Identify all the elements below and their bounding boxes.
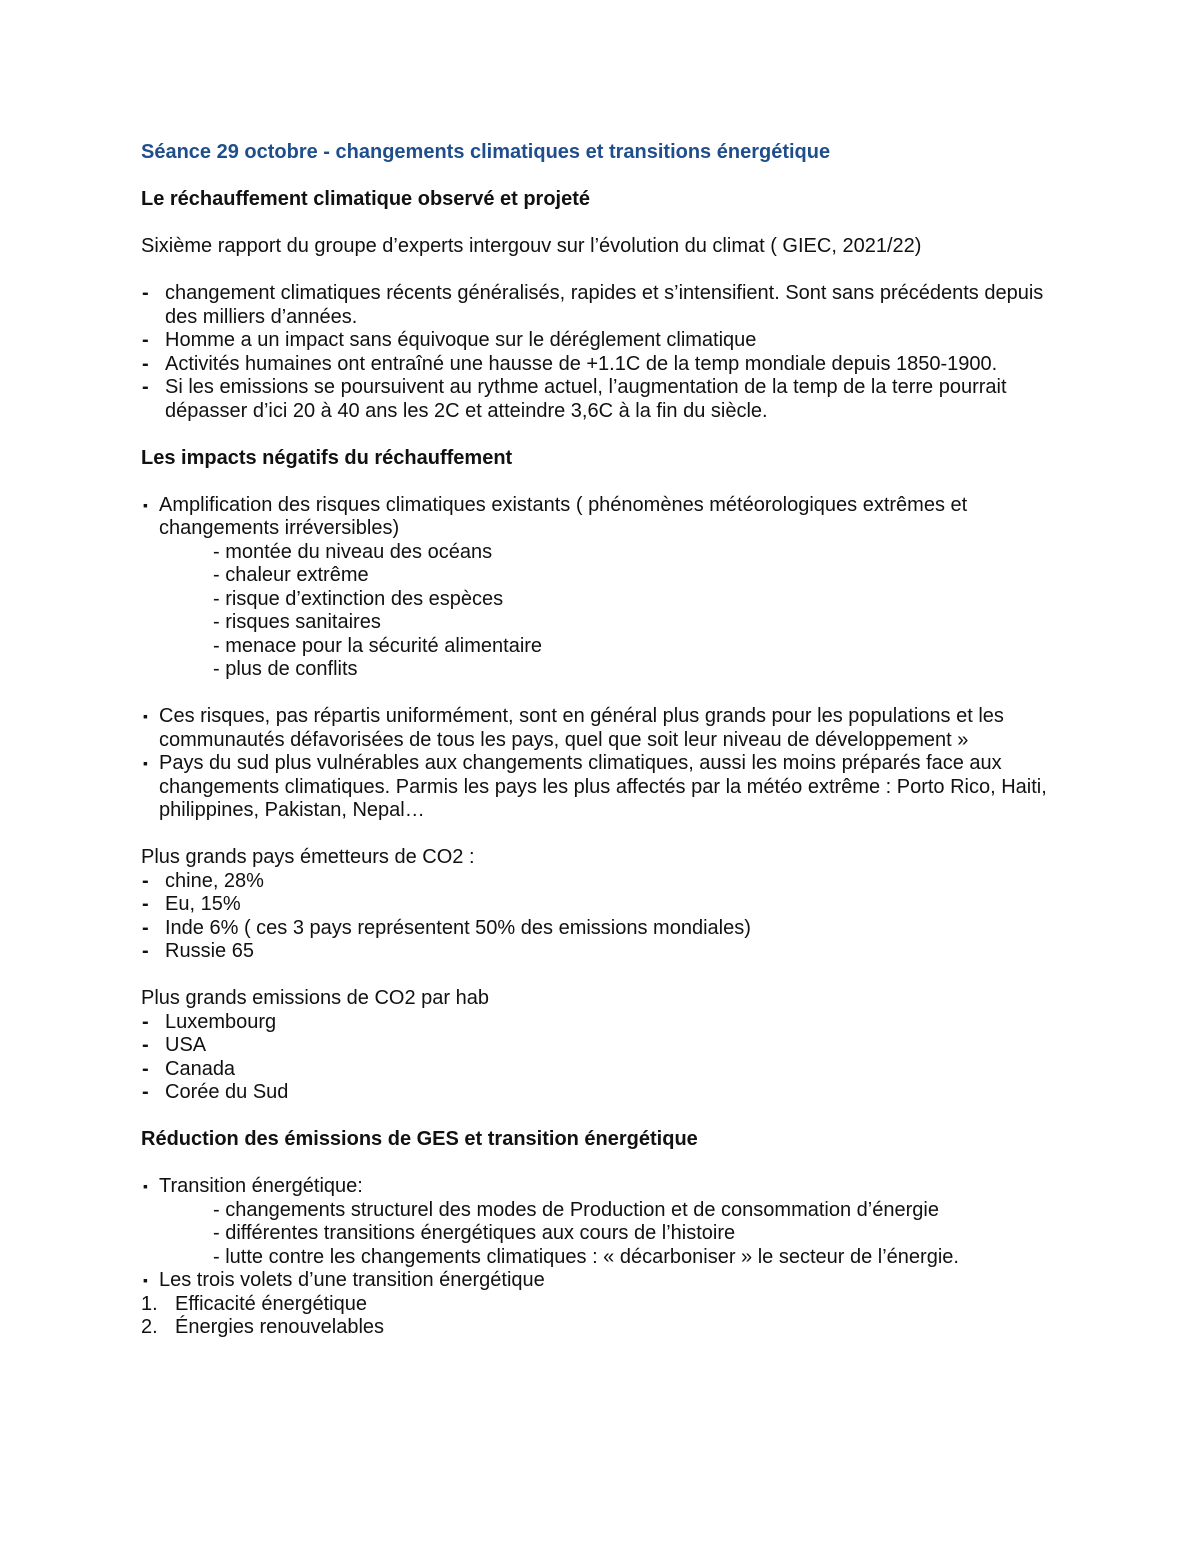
dash-marker: - (142, 329, 149, 351)
bullet-item-text: Amplification des risques climatiques existants ( phénomènes météorologiques extrêmes et changements irréversibles) (159, 493, 968, 539)
list-item (141, 353, 1071, 377)
list-item-text: Homme a un impact sans équivoque sur le déréglement climatique (165, 329, 757, 351)
sub-list-item: - changements structurel des modes de Production et de consommation d’énergie (213, 1198, 939, 1221)
document-page (141, 141, 1071, 1340)
bullet-item (141, 1269, 1071, 1293)
dash-marker: - (142, 916, 149, 939)
list-item (141, 940, 1071, 964)
bullet-marker: ▪ (143, 708, 148, 724)
list-item (141, 1034, 1071, 1058)
dash-marker: - (142, 1010, 149, 1033)
dash-marker: - (142, 1034, 149, 1056)
list-item-text: Canada (165, 1057, 236, 1080)
dash-marker: - (142, 352, 149, 375)
bullet-item-text: Les trois volets d’une transition énergétique (159, 1269, 545, 1291)
bullet-marker: ▪ (143, 755, 148, 771)
list-item (141, 1011, 1071, 1035)
bullet-item (141, 494, 1071, 541)
list-item-text: USA (165, 1034, 207, 1056)
list-item-text: Luxembourg (165, 1010, 277, 1033)
sub-list-item: - risque d’extinction des espèces (213, 587, 504, 610)
list-item (141, 917, 1071, 941)
bullet-marker: ▪ (143, 1272, 148, 1288)
list-item-text: Russie 65 (165, 940, 254, 962)
emitters-heading: Plus grands pays émetteurs de CO2 : (141, 846, 475, 868)
list-item-text: Corée du Sud (165, 1081, 289, 1103)
section-heading-reduction: Réduction des émissions de GES et transition énergétique (141, 1128, 698, 1150)
section-heading-rechauffement: Le réchauffement climatique observé et projeté (141, 188, 591, 210)
list-item-text: Si les emissions se poursuivent au rythme actuel, l’augmentation de la temp de la terre pourrait dépasser d’ici 20 à 40 ans les 2C et atteindre 3,6C à la fin du siècle. (165, 376, 1007, 422)
bullet-item-text: Ces risques, pas répartis uniformément, sont en général plus grands pour les populations et les communautés défavorisées de tous les pays, quel que soit leur niveau de développement » (159, 705, 1004, 751)
dash-marker: - (142, 940, 149, 962)
dash-marker: - (142, 282, 149, 304)
list-item-text: Eu, 15% (165, 893, 241, 915)
numbered-item (141, 1316, 1071, 1340)
sub-list-item: - montée du niveau des océans (213, 540, 493, 563)
list-item-text: chine, 28% (165, 869, 264, 892)
sub-list-item: - lutte contre les changements climatiques : « décarboniser » le secteur de l’énergie. (213, 1245, 959, 1268)
section-heading-impacts: Les impacts négatifs du réchauffement (141, 446, 513, 469)
list-item (141, 1058, 1071, 1082)
list-item (141, 893, 1071, 917)
page-title: Séance 29 octobre - changements climatiques et transitions énergétique (141, 141, 831, 163)
bullet-item (141, 752, 1071, 823)
numbered-item (141, 1293, 1071, 1317)
list-item (141, 329, 1071, 353)
bullet-item-text: Pays du sud plus vulnérables aux changements climatiques, aussi les moins préparés face aux changements climatiques. Parmis les pays les plus affectés par la météo extrême : Porto Rico, Haiti, philippines, Pakistan, Nepal… (159, 752, 1047, 821)
dash-marker: - (142, 376, 149, 398)
list-item-text: Inde 6% ( ces 3 pays représentent 50% des emissions mondiales) (165, 916, 751, 939)
list-item-text: Activités humaines ont entraîné une hausse de +1.1C de la temp mondiale depuis 1850-1900. (165, 352, 998, 375)
bullet-item-text: Transition énergétique: (159, 1175, 363, 1197)
bullet-marker: ▪ (143, 1178, 148, 1194)
numbered-item-text: Efficacité énergétique (175, 1292, 367, 1315)
number-marker: 1. (141, 1292, 158, 1315)
dash-marker: - (142, 893, 149, 915)
sub-list-item: - menace pour la sécurité alimentaire (213, 634, 543, 657)
number-marker: 2. (141, 1316, 158, 1338)
dash-marker: - (142, 869, 149, 892)
bullet-item (141, 705, 1071, 752)
list-item (141, 376, 1071, 423)
sub-list-item: - risques sanitaires (213, 611, 381, 633)
list-item-text: changement climatiques récents généralisés, rapides et s’intensifient. Sont sans précédents depuis des milliers d’années. (165, 282, 1044, 328)
sub-list-item: - différentes transitions énergétiques aux cours de l’histoire (213, 1222, 736, 1244)
sub-list-item: - chaleur extrême (213, 564, 369, 586)
numbered-item-text: Énergies renouvelables (175, 1316, 385, 1338)
bullet-marker: ▪ (143, 496, 148, 513)
dash-marker: - (142, 1057, 149, 1080)
dash-marker: - (142, 1081, 149, 1103)
list-item (141, 870, 1071, 894)
per-capita-heading: Plus grands emissions de CO2 par hab (141, 987, 489, 1009)
list-item (141, 282, 1071, 329)
list-item (141, 1081, 1071, 1105)
bullet-item (141, 1175, 1071, 1199)
intro-paragraph: Sixième rapport du groupe d’experts intergouv sur l’évolution du climat ( GIEC, 2021/22) (141, 235, 922, 257)
sub-list-item: - plus de conflits (213, 658, 358, 680)
